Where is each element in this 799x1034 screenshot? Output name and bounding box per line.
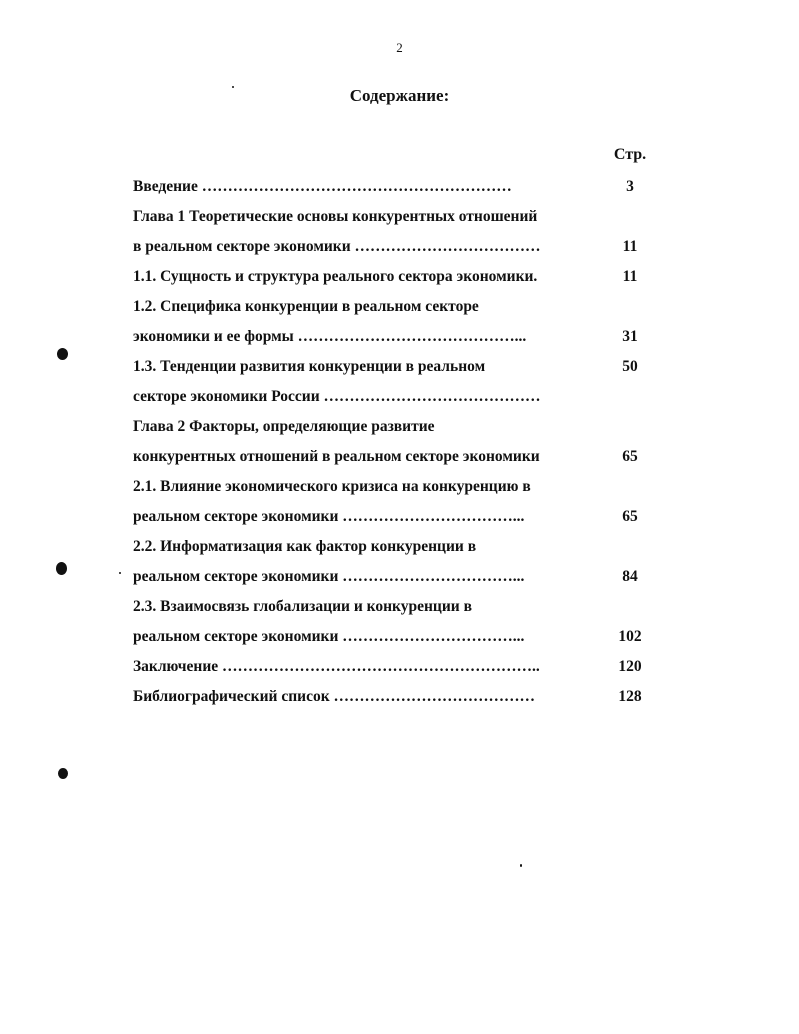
scan-speck (232, 86, 234, 88)
scan-speck (56, 562, 67, 575)
toc-entry-text: 1.2. Специфика конкуренции в реальном секторе (133, 298, 479, 315)
toc-entry-text: Введение …………………………………………………… (133, 178, 512, 195)
toc-entry-page: 65 (622, 448, 638, 465)
toc-entry (0, 592, 799, 622)
toc-entry-page: 11 (622, 238, 638, 255)
toc-entry-text: реальном секторе экономики ……………………………... (133, 568, 525, 585)
toc-entry-page: 50 (622, 358, 638, 375)
toc-entry (0, 322, 799, 352)
toc-entry (0, 562, 799, 592)
scan-speck (58, 768, 68, 779)
toc-entry-text: 2.3. Взаимосвязь глобализации и конкуренции в (133, 598, 472, 615)
scan-speck (57, 348, 68, 360)
toc-entry (0, 652, 799, 682)
toc-entry-text: экономики и ее формы ……………………………………... (133, 328, 527, 345)
table-of-contents (0, 172, 799, 712)
toc-entry (0, 202, 799, 232)
toc-entry-page: 11 (622, 268, 638, 285)
toc-entry-text: Глава 2 Факторы, определяющие развитие (133, 418, 435, 435)
toc-entry (0, 412, 799, 442)
scan-speck (119, 572, 121, 574)
toc-entry (0, 352, 799, 382)
toc-entry (0, 622, 799, 652)
toc-entry-page: 84 (622, 568, 638, 585)
scan-speck (520, 864, 522, 867)
toc-entry (0, 682, 799, 712)
toc-entry (0, 502, 799, 532)
toc-entry-text: 2.1. Влияние экономического кризиса на конкуренцию в (133, 478, 531, 495)
toc-entry (0, 292, 799, 322)
toc-entry-page: 128 (618, 688, 642, 705)
toc-entry-text: Глава 1 Теоретические основы конкурентных отношений (133, 208, 538, 225)
toc-entry-text: 1.1. Сущность и структура реального сектора экономики. (133, 268, 538, 285)
page-number: 2 (396, 40, 403, 55)
toc-entry-text: реальном секторе экономики ……………………………... (133, 628, 525, 645)
toc-entry-page: 31 (622, 328, 638, 345)
page-title: Содержание: (349, 86, 450, 105)
toc-entry-text: в реальном секторе экономики ……………………………… (133, 238, 541, 255)
toc-entry-text: реальном секторе экономики ……………………………... (133, 508, 525, 525)
toc-entry (0, 172, 799, 202)
toc-entry-text: 2.2. Информатизация как фактор конкуренции в (133, 538, 477, 555)
toc-entry-text: 1.3. Тенденции развития конкуренции в реальном (133, 358, 486, 375)
toc-entry (0, 382, 799, 412)
toc-entry (0, 262, 799, 292)
toc-entry (0, 442, 799, 472)
toc-entry-page: 120 (618, 658, 642, 675)
toc-entry-text: Заключение …………………………………………………….. (133, 658, 540, 675)
page-column-header: Стр. (613, 146, 647, 163)
toc-entry-page: 102 (618, 628, 642, 645)
toc-entry (0, 232, 799, 262)
toc-entry-text: секторе экономики России …………………………………… (133, 388, 541, 405)
toc-entry-text: конкурентных отношений в реальном секторе экономики (133, 448, 540, 465)
toc-entry-text: Библиографический список ………………………………… (133, 688, 536, 705)
toc-entry (0, 472, 799, 502)
toc-entry-page: 3 (626, 178, 634, 195)
toc-entry-page: 65 (622, 508, 638, 525)
toc-entry (0, 532, 799, 562)
